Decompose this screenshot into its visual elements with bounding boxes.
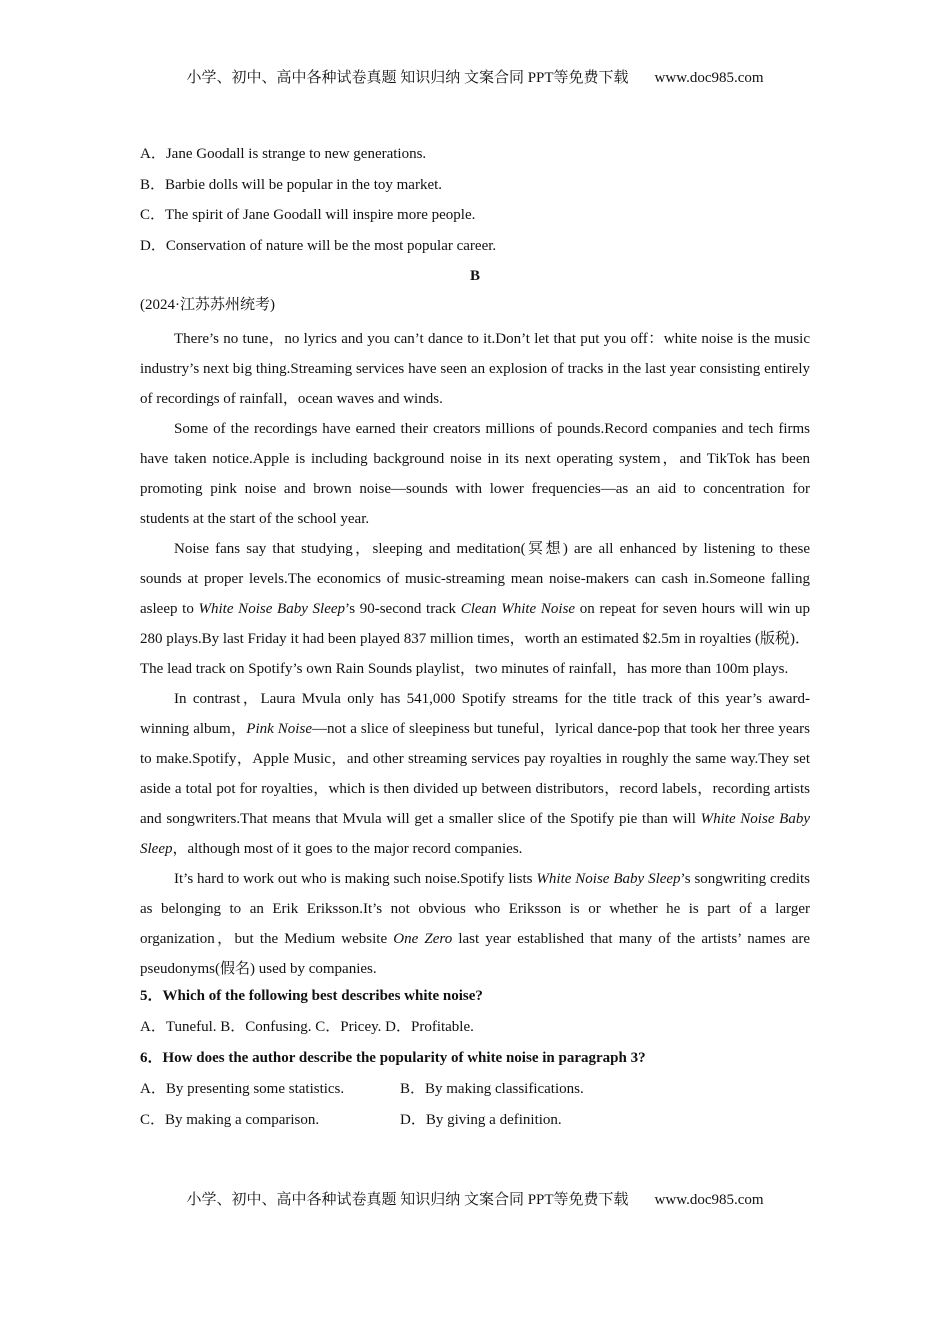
page-footer [0, 1190, 950, 1210]
p5-title-2: One Zero [393, 931, 453, 947]
question-6-option-b: B．By making classifications. [400, 1081, 584, 1097]
question-5-options: A．Tuneful. B．Confusing. C．Pricey. D．Profitable. [140, 1019, 474, 1035]
document-body [140, 142, 810, 1139]
p3-text-b: ’s 90-second track [345, 601, 461, 617]
passage-paragraph-5 [140, 864, 810, 984]
question-6-options-row-2 [140, 1108, 810, 1139]
passage-paragraph-3 [140, 534, 810, 684]
p3-text-a: Noise fans say that studying，sleeping and meditation(冥想) are all enhanced by listening to these sounds at proper levels.The economics of music-streaming mean noise-makers can cash in.Someone falling asleep to [140, 541, 810, 617]
header-text: 小学、初中、高中各种试卷真题 知识归纳 文案合同 PPT等免费下载 [186, 70, 629, 86]
p4-title-2: White Noise Baby Sleep [140, 811, 810, 857]
section-source: (2024·江苏苏州统考) [140, 297, 275, 313]
prev-option-b: B．Barbie dolls will be popular in the toy market. [140, 176, 443, 193]
p4-text-b: —not a slice of sleepiness but tuneful，lyrical dance-pop that took her three years to make.Spotify，Apple Music，and other streaming services pay royalties in roughly the same way.They set aside a total pot for royalties，which is then divided up between distributors，record labels，recording artists and songwriters.That means that Mvula will get a smaller slice of the Spotify pie than will [140, 721, 810, 827]
p4-title-1: Pink Noise [246, 721, 312, 737]
p4-text-a: In contrast，Laura Mvula only has 541,000 Spotify streams for the title track of this year’s award-winning album， [140, 691, 810, 737]
p4-text-c: ，although most of it goes to the major record companies. [172, 841, 523, 857]
question-6-stem: 6．How does the author describe the popularity of white noise in paragraph 3? [140, 1050, 646, 1066]
p5-text-b: ’s songwriting credits as belonging to an Erik Eriksson.It’s not obvious who Eriksson is or whether he is part of a larger organization，but the Medium website [140, 871, 810, 947]
prev-option-a: A．Jane Goodall is strange to new generations. [140, 146, 427, 162]
p3-title-1: White Noise Baby Sleep [198, 601, 346, 617]
footer-url[interactable]: www.doc985.com [654, 1192, 764, 1208]
p5-text-c: last year established that many of the artists’ names are pseudonyms(假名) used by companies. [140, 931, 811, 977]
p5-text-a: It’s hard to work out who is making such noise.Spotify lists [174, 871, 537, 887]
prev-option-d: D．Conservation of nature will be the most popular career. [140, 237, 497, 254]
question-6-options-row-1 [140, 1077, 810, 1108]
footer-text: 小学、初中、高中各种试卷真题 知识归纳 文案合同 PPT等免费下载 [186, 1192, 629, 1208]
question-6-option-a: A．By presenting some statistics. [140, 1081, 345, 1097]
p3-text-c: on repeat for seven hours will win up 280 plays.By last Friday it had been played 837 million times，worth an estimated $2.5m in royalties (版税)．The lead track on Spotify’s own Rain Sounds playlist，two minutes of rainfall，has more than 100m plays. [140, 601, 810, 677]
question-5-stem: 5．Which of the following best describes white noise? [140, 988, 483, 1004]
passage-paragraph-1: There’s no tune，no lyrics and you can’t dance to it.Don’t let that put you off：white noise is the music industry’s next big thing.Streaming services have seen an explosion of tracks in the last year consisting entirely of recordings of rainfall，ocean waves and winds. [140, 331, 810, 407]
p3-title-2: Clean White Noise [460, 601, 576, 617]
p5-title-1: White Noise Baby Sleep [536, 871, 681, 887]
section-title: B [469, 268, 480, 284]
passage-paragraph-4 [140, 684, 810, 864]
passage-paragraph-2: Some of the recordings have earned their creators millions of pounds.Record companies and tech firms have taken notice.Apple is including background noise in its next operating system，and TikTok has been promoting pink noise and brown noise—sounds with lower frequencies—as an aid to concentration for students at the start of the school year. [140, 421, 810, 527]
question-6-option-d: D．By giving a definition. [400, 1112, 562, 1128]
header-url[interactable]: www.doc985.com [654, 70, 764, 86]
question-6-option-c: C．By making a comparison. [140, 1112, 320, 1128]
prev-option-c: C．The spirit of Jane Goodall will inspire more people. [140, 207, 476, 223]
page-header [0, 68, 950, 88]
